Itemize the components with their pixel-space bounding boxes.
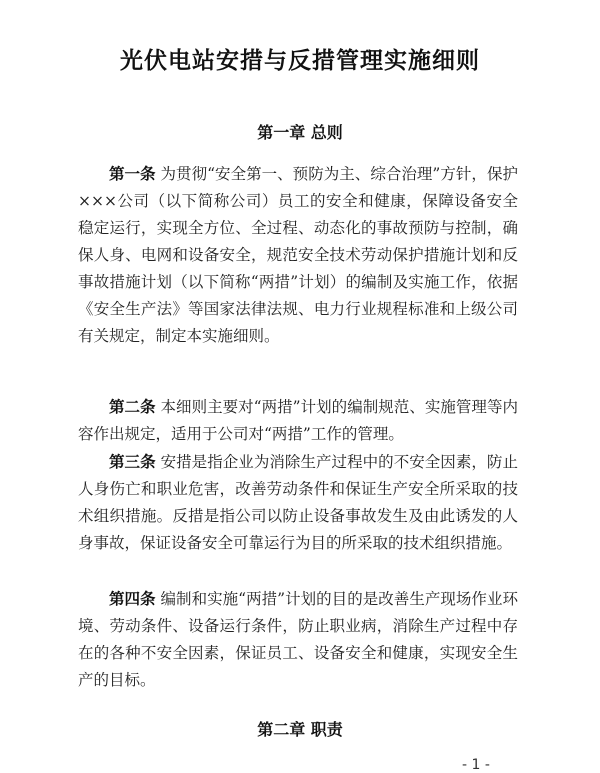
document-title: 光伏电站安措与反措管理实施细则 [120,48,480,74]
article-paragraph [78,586,518,694]
article-label: 第二条 [109,398,156,416]
page-number: - 1 - [462,757,490,773]
article-text: 为贯彻“安全第一、预防为主、综合治理”方针，保护×××公司（以下简称公司）员工的安全和健康，保障设备安全稳定运行，实现全方位、全过程、动态化的事故预防与控制，确保人身、电网和设备安全，规范安全技术劳动保护措施计划和反事故措施计划（以下简称“两措”计划）的编制及实施工作，依据《安全生产法》等国家法律法规、电力行业规程标准和上级公司有关规定，制定本实施细则。 [78,165,518,345]
chapter-heading: 第一章 总则 [257,123,343,142]
article-label: 第四条 [109,590,156,608]
article-paragraph [78,161,518,350]
article-text: 本细则主要对“两措”计划的编制规范、实施管理等内容作出规定，适用于公司对“两措”工作的管理。 [78,398,518,443]
article-paragraph [78,394,518,448]
chapter-heading: 第二章 职责 [257,720,343,739]
article-label: 第一条 [109,165,156,183]
article-label: 第三条 [109,453,156,471]
article-text: 编制和实施“两措”计划的目的是改善生产现场作业环境、劳动条件、设备运行条件，防止职业病，消除生产过程中存在的各种不安全因素，保证员工、设备安全和健康，实现安全生产的目标。 [78,590,518,689]
article-paragraph [78,449,518,557]
article-text: 安措是指企业为消除生产过程中的不安全因素，防止人身伤亡和职业危害，改善劳动条件和保证生产安全所采取的技术组织措施。反措是指公司以防止设备事故发生及由此诱发的人身事故，保证设备安全可靠运行为目的所采取的技术组织措施。 [78,453,518,552]
